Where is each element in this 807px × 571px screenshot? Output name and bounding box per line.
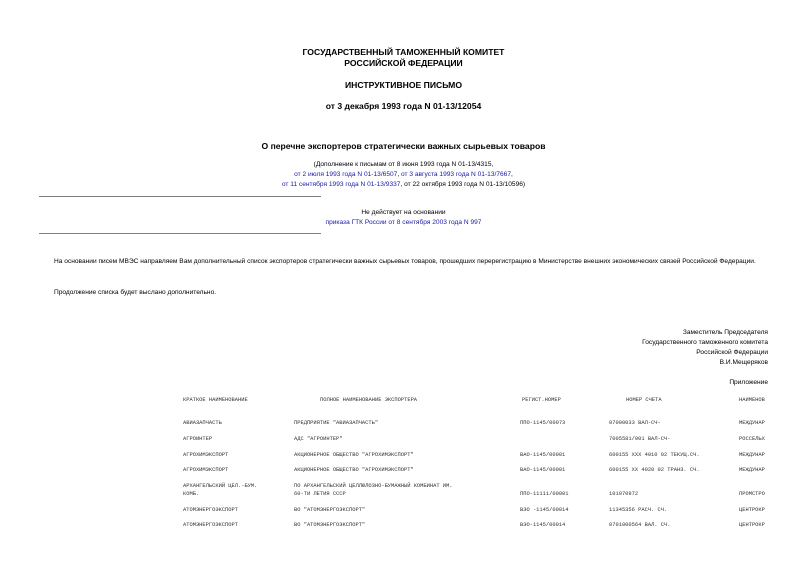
signature-line-2: Государственного таможенного комитета — [642, 339, 768, 346]
column-header-short-name: КРАТКОЕ НАИМЕНОВАНИЕ — [183, 397, 248, 403]
amendment-link-2[interactable]: от 3 августа 1993 года N 01-13/7667 — [401, 171, 512, 178]
cell-short-name-cont: КОМБ. — [183, 491, 200, 497]
cell-account: 101070972 — [609, 491, 639, 497]
document-date: от 3 декабря 1993 года N 01-13/12054 — [325, 101, 482, 111]
cell-full-name: ВО "АТОМЭНЕРГОЭКСПОРТ" — [294, 522, 366, 528]
signature-name: В.И.Мещеряков — [719, 359, 768, 366]
amendment-link-1[interactable]: от 2 июля 1993 года N 01-13/6507 — [294, 171, 398, 178]
cell-account: 7005581/001 ВАЛ-СЧ- — [609, 436, 671, 442]
document-title: О перечне экспортеров стратегически важных сырьевых товаров — [261, 141, 546, 151]
cell-short-name: АТОМЭНЕРГОЭКСПОРТ — [183, 507, 238, 513]
cell-full-name: АКЦИОНЕРНОЕ ОБЩЕСТВО "АГРОХИМЭКСПОРТ" — [294, 467, 414, 473]
cell-short-name: АГРОХИМЭКСПОРТ — [183, 467, 229, 473]
document-type: ИНСТРУКТИВНОЕ ПИСЬМО — [344, 80, 463, 90]
cell-full-name: ПО АРХАНГЕЛЬСКИЙ ЦЕЛЛЮЛОЗНО-БУМАЖНЫЙ КОМБИНАТ ИМ. — [294, 483, 453, 489]
amendments-intro: (Дополнение к письмам от 8 июня 1993 года N 01-13/4315, — [313, 161, 494, 168]
signature-line-3: Российской Федерации — [696, 349, 768, 356]
cell-reg-number: ВЭО -1145/00014 — [520, 507, 569, 513]
cell-reg-number: ВАО-1145/00001 — [520, 467, 566, 473]
cell-full-name: АКЦИОНЕРНОЕ ОБЩЕСТВО "АГРОХИМЭКСПОРТ" — [294, 452, 414, 458]
cell-full-name: ВО "АТОМЭНЕРГОЭКСПОРТ" — [294, 507, 366, 513]
cell-short-name: АГРОИНТЕР — [183, 436, 213, 442]
cell-full-name-cont: 60-ТИ ЛЕТИЯ СССР — [294, 491, 346, 497]
amendment-link-3[interactable]: от 11 сентября 1993 года N 01-13/9337 — [281, 181, 401, 188]
cell-reg-number: ВАО-1145/00001 — [520, 452, 566, 458]
status-link[interactable]: приказа ГТК России от 8 сентября 2003 года N 997 — [325, 219, 482, 226]
cell-account: 600155 XXX 4010 02 ТЕКУЩ.СЧ. — [609, 452, 700, 458]
column-header-reg-number: РЕГИСТ.НОМЕР — [522, 397, 561, 403]
org-name-line1: ГОСУДАРСТВЕННЫЙ ТАМОЖЕННЫЙ КОМИТЕТ — [302, 47, 505, 57]
amendment-comma: , — [511, 171, 513, 178]
cell-bank: МЕЖДУНАР — [739, 420, 765, 426]
cell-account: 11345356 РАСЧ. СЧ. — [609, 507, 668, 513]
cell-full-name: АДС "АГРОИНТЕР" — [294, 436, 343, 442]
body-paragraph-2: Продолжение списка будет выслано дополнительно. — [54, 289, 217, 296]
amendment-separator: , — [397, 171, 401, 178]
cell-bank: РОССЕЛЬХ — [739, 436, 765, 442]
column-header-account: НОМЕР СЧЕТА — [626, 397, 662, 403]
org-name-line2: РОССИЙСКОЙ ФЕДЕРАЦИИ — [344, 58, 463, 68]
column-header-bank: НАИМЕНОВ — [739, 397, 765, 403]
cell-short-name: АВИАЗАПЧАСТЬ — [183, 420, 222, 426]
cell-short-name: АГРОХИМЭКСПОРТ — [183, 452, 229, 458]
cell-bank: МЕЖДУНАР — [739, 452, 765, 458]
column-header-full-name: ПОЛНОЕ НАИМЕНОВАНИЕ ЭКСПОРТЕРА — [320, 397, 418, 403]
exporters-table — [183, 0, 807, 571]
cell-account: 07000033 ВАЛ-СЧ- — [609, 420, 661, 426]
cell-bank: ЦЕНТРОКР — [739, 522, 765, 528]
cell-reg-number: ППО-11111/00001 — [520, 491, 569, 497]
body-paragraph-1: На основании писем МВЭС направляем Вам дополнительный список экспортеров стратегически важных сырьевых товаров, прошедших перерегистрацию в Министерстве внешних экономических связей Российской Федерации. — [54, 258, 756, 265]
cell-bank: МЕЖДУНАР — [739, 467, 765, 473]
cell-reg-number: ППО-1145/00073 — [520, 420, 566, 426]
cell-full-name: ПРЕДПРИЯТИЕ "АВИАЗАПЧАСТЬ" — [294, 420, 379, 426]
cell-reg-number: ВЭО-1145/00014 — [520, 522, 566, 528]
cell-account: 0701000564 ВАЛ. СЧ. — [609, 522, 671, 528]
amendment-tail: , от 22 октября 1993 года N 01-13/10596) — [400, 181, 526, 188]
cell-bank: ПРОМСТРО — [739, 491, 765, 497]
cell-bank: ЦЕНТРОКР — [739, 507, 765, 513]
status-text: Не действует на основании — [361, 209, 446, 216]
cell-short-name: АРХАНГЕЛЬСКИЙ ЦЕЛ.-БУМ. — [183, 483, 258, 489]
appendix-label: Приложение — [729, 379, 768, 386]
cell-account: 600155 XX 4020 02 ТРАНЗ. СЧ. — [609, 467, 700, 473]
cell-short-name: АТОМЭНЕРГОЭКСПОРТ — [183, 522, 238, 528]
signature-line-1: Заместитель Председателя — [682, 329, 768, 336]
